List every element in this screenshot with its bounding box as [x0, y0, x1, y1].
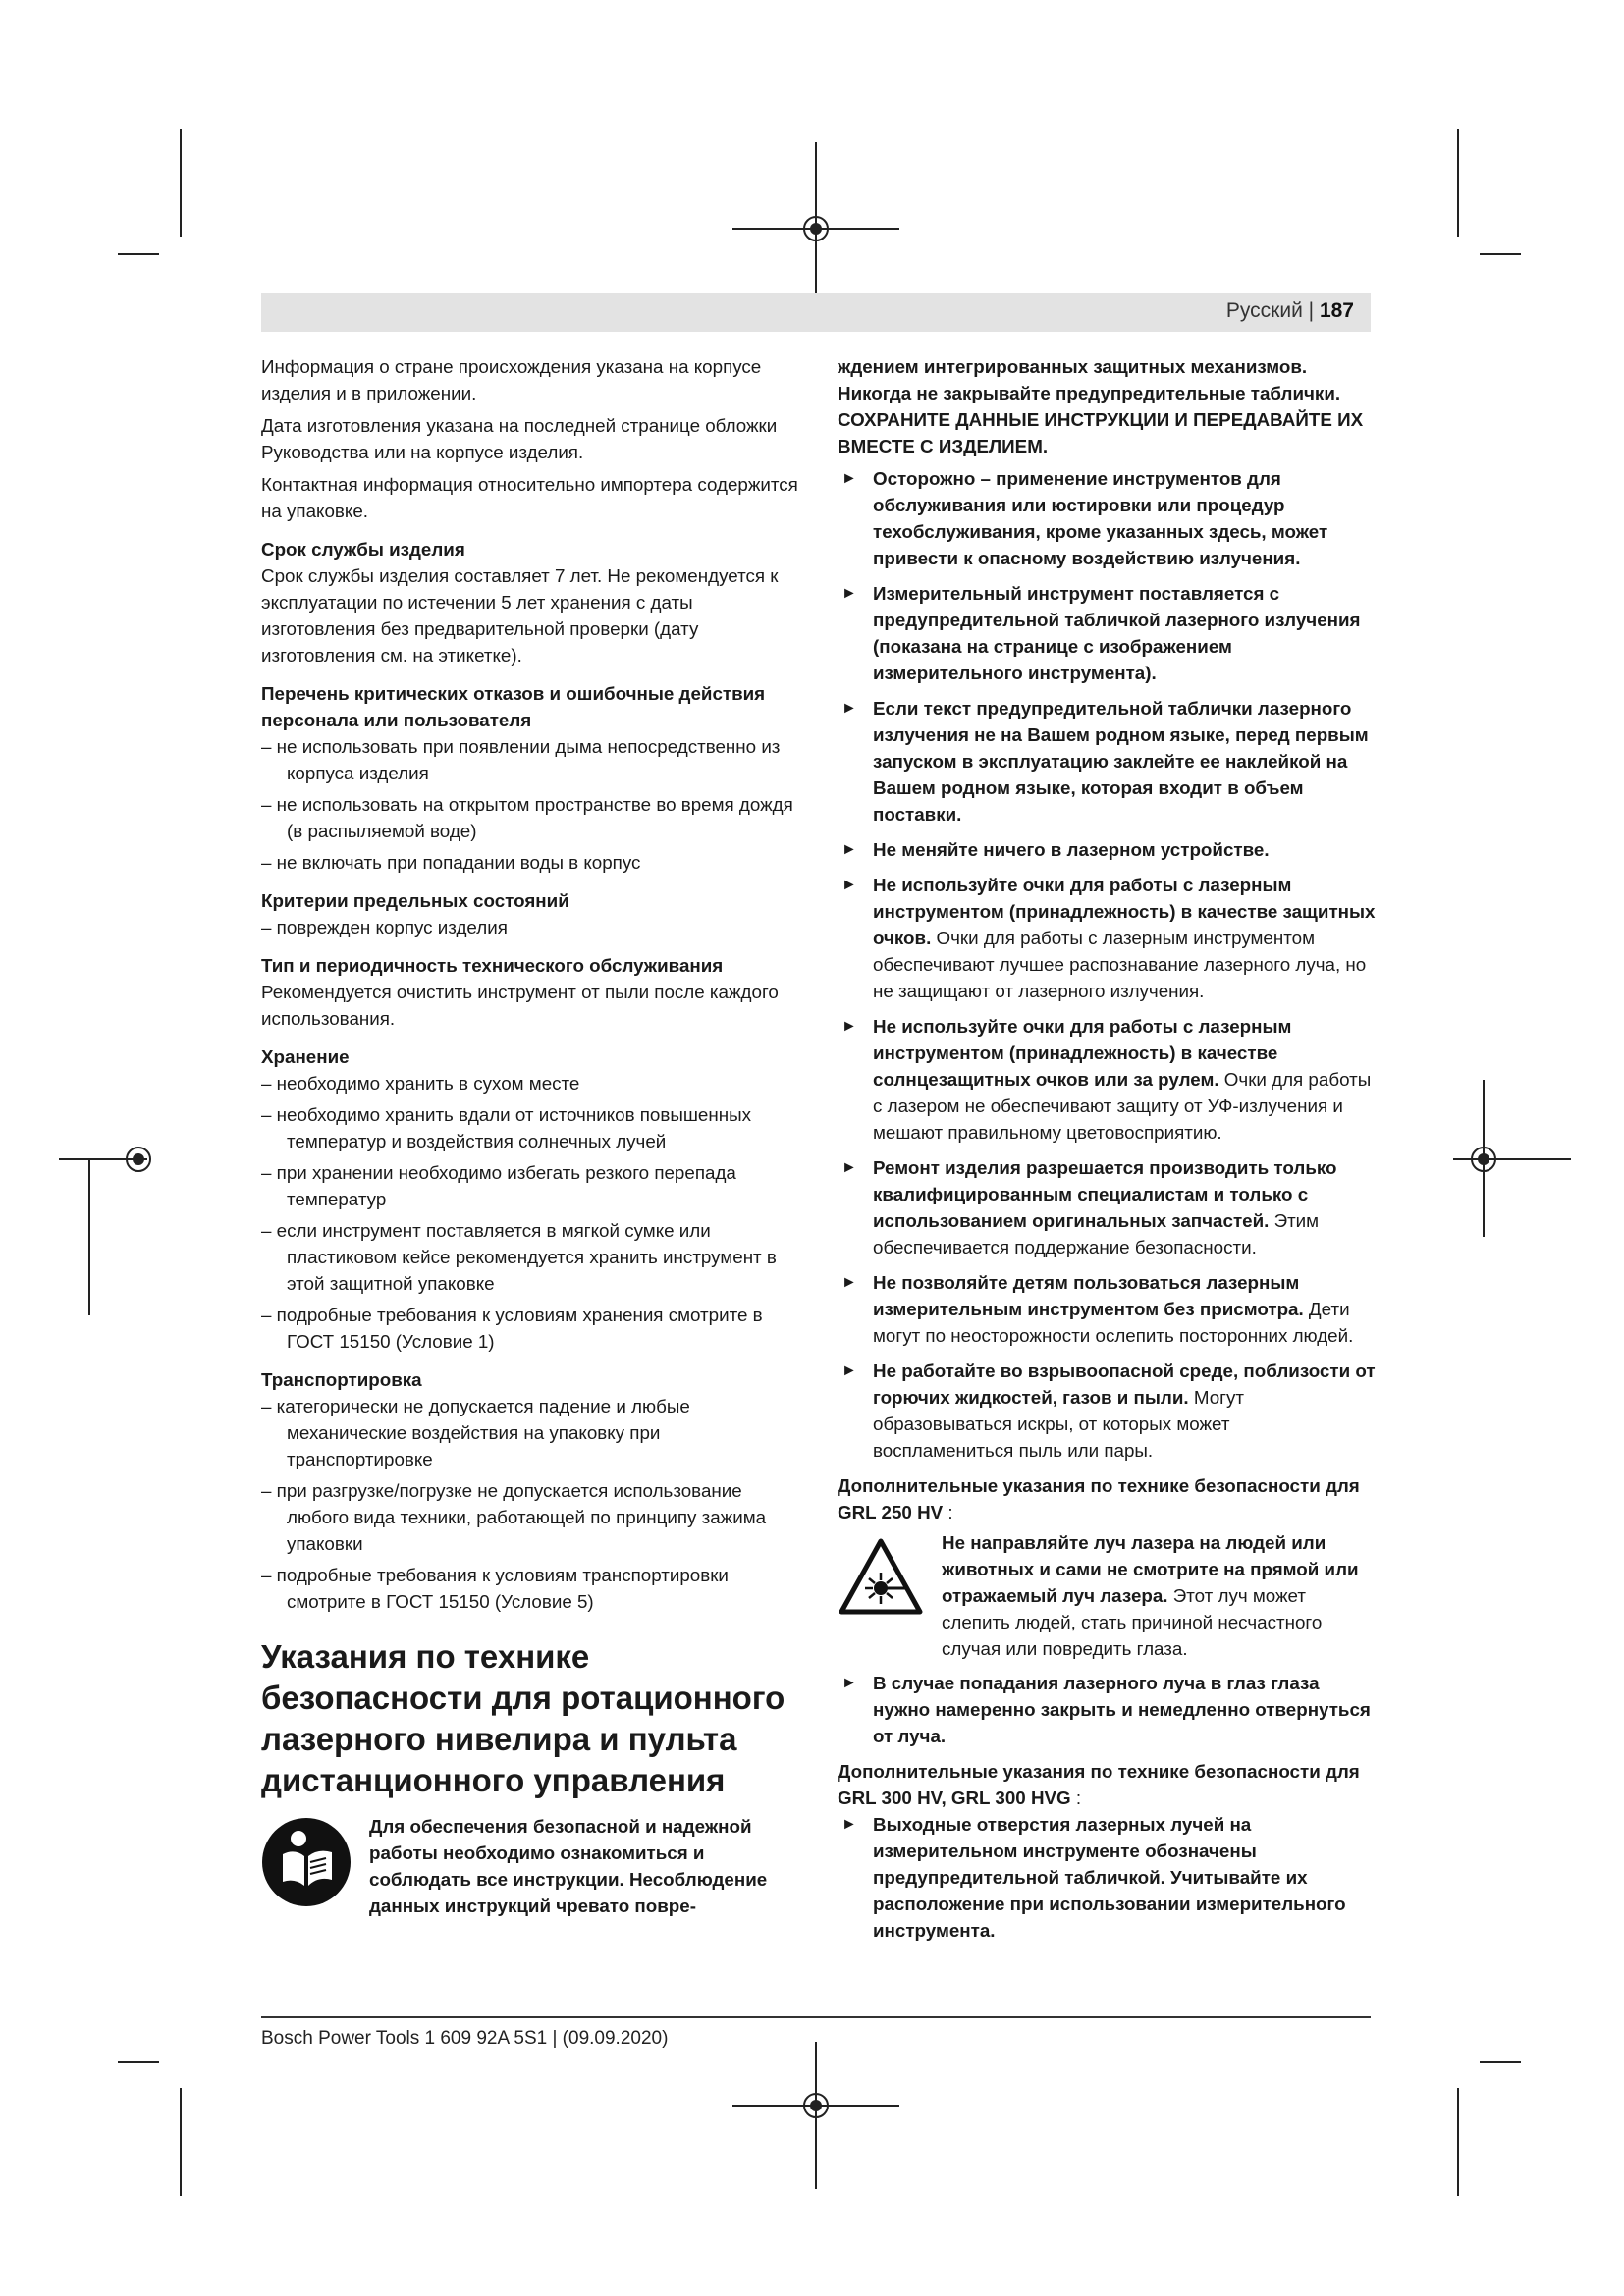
registration-target-icon	[1469, 1145, 1498, 1174]
section-heading: Перечень критических отказов и ошибочные действия персонала или пользователя	[261, 683, 766, 730]
registration-target-icon	[801, 214, 831, 243]
warning-item	[838, 1670, 1376, 1749]
section-heading: Критерии предельных состояний	[261, 890, 569, 911]
list-item: – если инструмент поставляется в мягкой сумке или пластиковом кейсе рекомендуется хранить инструмент в этой защитной упаковке	[261, 1217, 799, 1297]
list-item: – подробные требования к условиям транспортировки смотрите в ГОСТ 15150 (Условие 5)	[261, 1562, 799, 1615]
warning-bold: Выходные отверстия лазерных лучей на измерительном инструменте обозначены предупредительной табличкой. Учитывайте их расположение при использовании измерительного инструмента.	[873, 1814, 1346, 1941]
list-item: – при разгрузке/погрузке не допускается использование любого вида техники, работающей по принципу зажима упаковки	[261, 1477, 799, 1557]
warning-bold: Не меняйте ничего в лазерном устройстве.	[873, 839, 1270, 860]
list-item: – необходимо хранить вдали от источников повышенных температур и воздействия солнечных лучей	[261, 1101, 799, 1154]
section-heading: Хранение	[261, 1046, 350, 1067]
warning-bold: Если текст предупредительной таблички лазерного излучения не на Вашем родном языке, перед первым запуском в эксплуатацию заклейте ее наклейкой на Вашем родном языке, которая входит в объем поставки.	[873, 698, 1369, 825]
registration-line	[88, 1158, 90, 1315]
warning-item	[838, 836, 1376, 863]
warning-item	[838, 695, 1376, 828]
laser-warning-text	[942, 1529, 1376, 1662]
paragraph: Дата изготовления указана на последней странице обложки Руководства или на корпусе изделия.	[261, 415, 778, 462]
warning-bold: Осторожно – применение инструментов для обслуживания или юстировки или процедур техобслуживания, кроме указанных здесь, может привести к опасному воздействию излучения.	[873, 468, 1328, 568]
warning-bold: Ремонт изделия разрешается производить только квалифицированным специалистам и только с использованием оригинальных запчастей.	[873, 1157, 1337, 1231]
warning-text: Дети могут по неосторожности ослепить посторонних людей.	[873, 1299, 1354, 1346]
footer-divider	[261, 2016, 1371, 2018]
section-heading-text: Дополнительные указания по технике безопасности для GRL 250 HV	[838, 1475, 1360, 1522]
read-manual-text: Для обеспечения безопасной и надежной работы необходимо ознакомиться и соблюдать все инструкции. Несоблюдение данных инструкций чревато повре-	[369, 1816, 768, 1916]
section-heading: Транспортировка	[261, 1369, 422, 1390]
registration-target-icon	[801, 2091, 831, 2120]
warning-bold: Не позволяйте детям пользоваться лазерным измерительным инструментом без присмотра.	[873, 1272, 1304, 1319]
read-manual-icon	[261, 1817, 352, 1907]
header-language: Русский	[1225, 299, 1303, 322]
paragraph: Контактная информация относительно импортера содержится на упаковке.	[261, 474, 798, 521]
list-item: – подробные требования к условиям хранения смотрите в ГОСТ 15150 (Условие 1)	[261, 1302, 799, 1355]
section-heading: Тип и периодичность технического обслуживания	[261, 955, 724, 976]
arrow-icon: ►	[841, 1159, 857, 1176]
warning-bold: Не используйте очки для работы с лазерным инструментом (принадлежность) в качестве защитных очков.	[873, 875, 1376, 948]
list-item: – не использовать на открытом пространстве во время дождя (в распыляемой воде)	[261, 791, 799, 844]
safety-title: Указания по технике безопасности для ротационного лазерного нивелира и пульта дистанционного управления	[261, 1638, 785, 1798]
page-footer: Bosch Power Tools 1 609 92A 5S1 | (09.09.2020)	[261, 2028, 669, 2049]
laser-warning-icon	[838, 1537, 924, 1616]
laser-warning-bold: Не направляйте луч лазера на людей или животных и сами не смотрите на прямой или отражаемый луч лазера.	[942, 1532, 1359, 1606]
header-separator: |	[1302, 299, 1320, 322]
list-item: – категорически не допускается падение и любые механические воздействия на упаковку при транспортировке	[261, 1393, 799, 1472]
list-item: – не включать при попадании воды в корпус	[261, 849, 799, 876]
section-heading	[838, 1758, 1376, 1811]
paragraph: ждением интегрированных защитных механизмов. Никогда не закрывайте предупредительные таблички. СОХРАНИТЕ ДАННЫЕ ИНСТРУКЦИИ И ПЕРЕДАВАЙТЕ ИХ ВМЕСТЕ С ИЗДЕЛИЕМ.	[838, 356, 1364, 456]
warning-item	[838, 1358, 1376, 1464]
warning-bold: Не используйте очки для работы с лазерным инструментом (принадлежность) в качестве солнцезащитных очков или за рулем.	[873, 1016, 1292, 1090]
crop-mark	[1457, 129, 1459, 237]
warning-bold: Измерительный инструмент поставляется с предупредительной табличкой лазерного излучения (показана на странице с изображением измерительного инструмента).	[873, 583, 1361, 683]
section-heading	[838, 1472, 1376, 1525]
page-header-text	[1226, 299, 1354, 323]
read-manual-block	[261, 1813, 799, 1919]
list-item: – при хранении необходимо избегать резкого перепада температур	[261, 1159, 799, 1212]
arrow-icon: ►	[841, 1274, 857, 1291]
section-heading: Срок службы изделия	[261, 539, 465, 560]
paragraph: Рекомендуется очистить инструмент от пыли после каждого использования.	[261, 982, 779, 1029]
crop-mark	[118, 2061, 159, 2063]
warning-item	[838, 580, 1376, 686]
warning-text: Очки для работы с лазером не обеспечивают защиту от УФ-излучения и мешают правильному цветовосприятию.	[873, 1069, 1372, 1143]
warning-item	[838, 1269, 1376, 1349]
left-column	[261, 353, 799, 1927]
warning-item	[838, 1811, 1376, 1944]
laser-warning-block	[838, 1529, 1376, 1662]
page-header	[261, 293, 1371, 332]
warning-item	[838, 465, 1376, 571]
registration-target-icon	[124, 1145, 153, 1174]
warning-text: Очки для работы с лазерным инструментом обеспечивают лучшее распознавание лазерного луча, но не защищают от лазерного излучения.	[873, 928, 1367, 1001]
warning-text: Могут образовываться искры, от которых может воспламениться пыль или пары.	[873, 1387, 1245, 1461]
right-column	[838, 353, 1376, 1952]
arrow-icon: ►	[841, 1675, 857, 1691]
arrow-icon: ►	[841, 700, 857, 717]
crop-mark	[180, 129, 182, 237]
crop-mark	[1457, 2088, 1459, 2196]
laser-warning-normal: Этот луч может слепить людей, стать причиной несчастного случая или повредить глаза.	[942, 1585, 1323, 1659]
heading-suffix: :	[943, 1502, 953, 1522]
list-item: – не использовать при появлении дыма непосредственно из корпуса изделия	[261, 733, 799, 786]
arrow-icon: ►	[841, 1018, 857, 1035]
warning-item	[838, 1013, 1376, 1146]
paragraph: Информация о стране происхождения указана на корпусе изделия и в приложении.	[261, 356, 762, 403]
paragraph: Срок службы изделия составляет 7 лет. Не рекомендуется к эксплуатации по истечении 5 лет хранения с даты изготовления без предварительной проверки (дату изготовления см. на этикетке).	[261, 565, 779, 666]
arrow-icon: ►	[841, 1816, 857, 1833]
warning-item	[838, 1154, 1376, 1260]
crop-mark	[1480, 2061, 1521, 2063]
list-item: – необходимо хранить в сухом месте	[261, 1070, 799, 1096]
heading-suffix: :	[1070, 1788, 1082, 1808]
arrow-icon: ►	[841, 1362, 857, 1379]
warning-bold: Не работайте во взрывоопасной среде, поблизости от горючих жидкостей, газов и пыли.	[873, 1361, 1376, 1408]
warning-item	[838, 872, 1376, 1004]
list-item: – поврежден корпус изделия	[261, 914, 799, 940]
arrow-icon: ►	[841, 877, 857, 893]
arrow-icon: ►	[841, 470, 857, 487]
arrow-icon: ►	[841, 585, 857, 602]
crop-mark	[1480, 253, 1521, 255]
warning-bold: В случае попадания лазерного луча в глаз глаза нужно намеренно закрыть и немедленно отвернуться от луча.	[873, 1673, 1371, 1746]
page-number: 187	[1319, 299, 1354, 322]
section-heading-text: Дополнительные указания по технике безопасности для GRL 300 HV, GRL 300 HVG	[838, 1761, 1360, 1808]
arrow-icon: ►	[841, 841, 857, 858]
crop-mark	[118, 253, 159, 255]
warning-text: Этим обеспечивается поддержание безопасности.	[873, 1210, 1320, 1257]
crop-mark	[180, 2088, 182, 2196]
